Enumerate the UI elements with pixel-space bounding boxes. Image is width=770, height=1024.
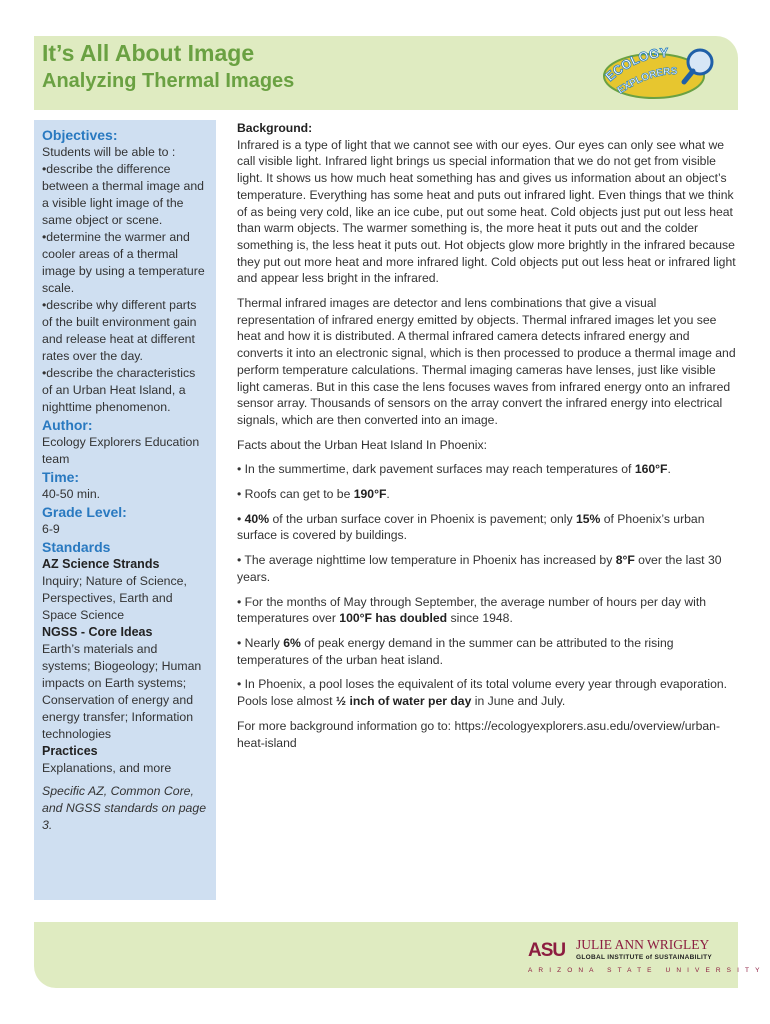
background-heading: Background:	[237, 121, 313, 135]
institute-name: JULIE ANN WRIGLEY	[576, 937, 710, 952]
practices-heading: Practices	[42, 744, 98, 758]
institute-subtitle: GLOBAL INSTITUTE of SUSTAINABILITY	[576, 954, 712, 961]
fact-emphasis: 15%	[575, 511, 601, 526]
logo-word-explorers: EXPLORERS	[615, 66, 678, 97]
logo-word-ecology: ECOLOGY	[602, 44, 669, 85]
fact-text: • For the months of May through September, the average number of hours per day with temperatures over	[237, 594, 706, 626]
fact-emphasis: 8°F	[615, 553, 635, 568]
az-standards-text: Inquiry; Nature of Science, Perspectives, Earth and Space Science	[42, 574, 187, 622]
fact-item	[237, 511, 737, 544]
background-paragraph-1: Infrared is a type of light that we cannot see with our eyes. Our eyes can only see what we call visible light. Infrared light brings us special information that we do not get from visible light. It shows us how much heat something has and gives us information about an object’s temperature. Everything has some heat and puts out infrared light. Even things that we think of as being very cold, like an ice cube, put out some heat. Cold objects just put out less heat than warm objects. The warmer something is, the more heat it puts out and the colder something is, the less heat it puts out. Hot objects glow more brightly in the infrared because they put out more heat and more infrared light. Cold objects put out less heat or infrared light and appear less bright in the infrared.	[237, 137, 736, 286]
fact-item	[237, 594, 737, 627]
sidebar	[34, 120, 216, 900]
author-text: Ecology Explorers Education team	[42, 435, 200, 466]
university-name: ARIZONA STATE UNIVERSITY	[528, 967, 766, 974]
fact-emphasis: 160°F	[634, 462, 668, 477]
fact-emphasis: 190°F	[353, 487, 387, 502]
page-subtitle: Analyzing Thermal Images	[42, 70, 295, 92]
author-heading: Author:	[42, 417, 93, 433]
practices-text: Explanations, and more	[42, 761, 172, 775]
asu-wrigley-logo	[528, 936, 766, 978]
fact-text: • In Phoenix, a pool loses the equivalent of its total volume every year through evaporation. Pools lose almost	[237, 677, 728, 709]
background-paragraph-2: Thermal infrared images are detector and lens combinations that give a visual representation of infrared energy emitted by objects. Thermal infrared images let you see heat and how it is distributed. A thermal infrared camera detects infrared energy and converts it into an electronic signal, which is then processed to produce a thermal image and perform temperature calculations. Thermal imaging cameras have lenses, just like visible light cameras. But in this case the lens focuses waves from infrared energy onto an infrared sensor array. Thousands of sensors on the array convert the infrared energy into electrical signals, which are then converted into an image.	[237, 296, 736, 427]
fact-emphasis: 100°F has doubled	[339, 611, 448, 626]
fact-text: • Roofs can get to be	[237, 487, 354, 502]
fact-emphasis: ½ inch of water per day	[335, 694, 472, 709]
ngss-text: Earth’s materials and systems; Biogeology; Human impacts on Earth systems; Conservation of energy and energy transfer; Information technologies	[42, 642, 202, 741]
time-text: 40-50 min.	[42, 487, 101, 501]
objective-item: •determine the warmer and cooler areas of a thermal image by using a temperature scale.	[42, 230, 205, 295]
fact-item	[237, 486, 737, 503]
main-content	[237, 120, 737, 759]
standards-heading: Standards	[42, 539, 111, 555]
fact-text: • Nearly	[237, 635, 284, 650]
standards-note: Specific AZ, Common Core, and NGSS standards on page 3.	[42, 784, 207, 832]
fact-text: • In the summertime, dark pavement surfaces may reach temperatures of	[237, 462, 635, 477]
az-standards-heading: AZ Science Strands	[42, 557, 160, 571]
fact-item	[237, 552, 737, 585]
header-banner	[34, 36, 738, 110]
fact-text: of the urban surface cover in Phoenix is pavement; only	[269, 511, 576, 526]
footer-banner	[34, 922, 766, 988]
fact-text: of Phoenix’s urban surface is covered by buildings.	[237, 511, 705, 543]
objectives-intro: Students will be able to :	[42, 145, 176, 159]
objective-item: •describe the difference between a thermal image and a visible light image of the same object or scene.	[42, 162, 205, 227]
objectives-heading: Objectives:	[42, 127, 118, 143]
fact-text: over the last 30 years.	[237, 553, 722, 584]
fact-text: since 1948.	[447, 611, 513, 626]
grade-text: 6-9	[42, 522, 60, 536]
fact-item	[237, 461, 737, 478]
objective-item: •describe the characteristics of an Urban Heat Island, a nighttime phenomenon.	[42, 366, 196, 414]
page-title: It’s All About Image	[42, 40, 255, 66]
fact-text: .	[667, 462, 671, 477]
fact-text: .	[386, 487, 390, 502]
grade-heading: Grade Level:	[42, 504, 127, 520]
fact-text: • The average nighttime low temperature in Phoenix has increased by	[237, 553, 616, 568]
fact-text: •	[237, 511, 245, 526]
facts-intro: Facts about the Urban Heat Island In Phoenix:	[237, 437, 487, 452]
fact-emphasis: 6%	[283, 635, 301, 650]
fact-text: in June and July.	[471, 694, 566, 709]
time-heading: Time:	[42, 469, 80, 485]
fact-item	[237, 676, 737, 709]
fact-text: of peak energy demand in the summer can be attributed to the rising temperatures of the urban heat island.	[237, 635, 674, 667]
fact-item	[237, 635, 737, 668]
ngss-heading: NGSS - Core Ideas	[42, 625, 153, 639]
fact-emphasis: 40%	[244, 511, 270, 526]
objective-item: •describe why different parts of the built environment gain and release heat at different rates over the day.	[42, 298, 197, 363]
asu-mark: ASU	[528, 940, 566, 961]
ecology-explorers-logo	[602, 42, 718, 104]
more-info-text: For more background information go to: https://ecologyexplorers.asu.edu/overview/urban-heat-island	[237, 718, 721, 750]
